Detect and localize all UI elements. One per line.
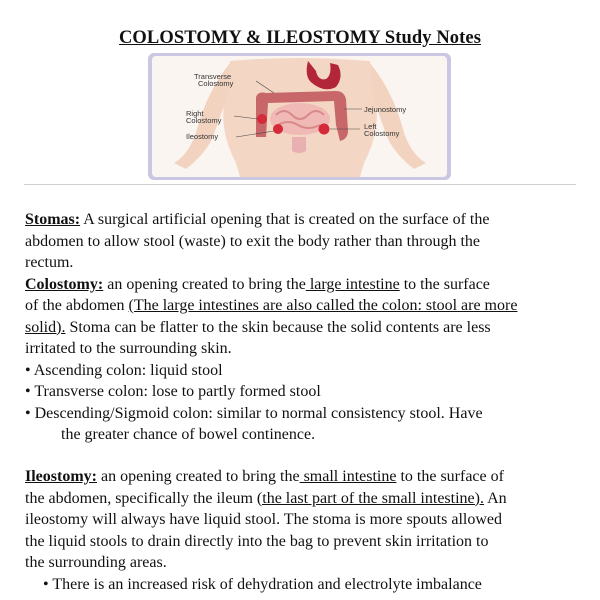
label-transverse-line1: Transverse <box>194 72 232 81</box>
label-left-line1: Left <box>364 122 377 131</box>
stomas-text: A surgical artificial opening that is created on the surface of the <box>80 211 490 228</box>
ileostomy-line-1 <box>25 466 585 488</box>
bullet-text: Descending/Sigmoid colon: similar to normal consistency stool. Have <box>34 404 483 422</box>
colostomy-bullet-1: • Ascending colon: liquid stool <box>25 361 223 379</box>
colostomy-line-3 <box>25 317 585 339</box>
label-right-line1: Right <box>186 109 204 118</box>
ileostomy-line-4: the liquid stools to drain directly into the bag to prevent skin irritation to <box>25 532 489 550</box>
label-transverse-line2: Colostomy <box>198 79 234 88</box>
colostomy-line-2 <box>25 295 585 317</box>
ileostomy-text: an opening created to bring the <box>96 468 300 485</box>
ileostomy-line-2 <box>25 488 585 510</box>
bullet-text: Transverse colon: lose to partly formed stool <box>34 383 321 400</box>
stomas-line-3: rectum. <box>25 254 74 271</box>
bullet-text: There is an increased risk of dehydration and electrolyte imbalance <box>52 575 482 593</box>
page-title: COLOSTOMY & ILEOSTOMY Study Notes <box>118 28 482 48</box>
colostomy-text: Stoma can be flatter to the skin because the solid contents are less <box>65 318 491 336</box>
colostomy-text: to the surface <box>399 275 490 293</box>
ileum-note: (the last part of the small intestine). <box>256 489 484 507</box>
ileostomy-text: An <box>483 489 507 507</box>
bullet-text: Ascending colon: liquid stool <box>33 361 223 379</box>
ileostomy-term: Ileostomy: <box>25 468 97 485</box>
colostomy-text: of the abdomen <box>25 297 129 314</box>
colon-note-end: solid). <box>25 318 66 336</box>
stomas-line-1 <box>25 209 585 231</box>
ileostomy-text: to the surface of <box>396 468 504 485</box>
section-divider <box>24 184 576 185</box>
ileostomy-stoma <box>273 124 283 134</box>
ileostomy-line-3: ileostomy will always have liquid stool. The stoma is more spouts allowed <box>25 511 502 528</box>
colostomy-term: Colostomy: <box>25 275 104 293</box>
colostomy-line-1 <box>25 274 585 296</box>
colostomy-bullet-3-cont: the greater chance of bowel continence. <box>61 426 316 443</box>
label-left-line2: Colostomy <box>364 129 400 138</box>
label-ileostomy: Ileostomy <box>186 132 219 141</box>
rectum-shape <box>292 137 306 153</box>
left-colostomy-stoma <box>319 124 330 135</box>
ileostomy-bullet-1: • There is an increased risk of dehydration and electrolyte imbalance <box>43 575 482 593</box>
colostomy-text: an opening created to bring the <box>103 275 306 293</box>
stomas-line-2: abdomen to allow stool (waste) to exit the body rather than through the <box>25 232 480 250</box>
stomas-term: Stomas: <box>25 211 81 228</box>
large-intestine-term: large intestine <box>305 275 400 293</box>
label-right-line2: Colostomy <box>186 116 222 125</box>
colon-note: (The large intestines are also called the colon: stool are more <box>128 297 518 314</box>
colostomy-line-4: irritated to the surrounding skin. <box>25 340 232 357</box>
right-colostomy-stoma <box>257 114 267 124</box>
small-intestine-term: small intestine <box>299 468 397 485</box>
ileostomy-text: the abdomen, specifically the ileum <box>25 489 257 507</box>
colostomy-bullet-3: • Descending/Sigmoid colon: similar to normal consistency stool. Have <box>25 404 483 422</box>
label-jejunostomy: Jejunostomy <box>364 105 407 114</box>
ileostomy-line-5: the surrounding areas. <box>25 554 167 571</box>
colostomy-bullet-2: • Transverse colon: lose to partly formed stool <box>25 383 321 400</box>
ostomy-diagram <box>148 53 451 180</box>
